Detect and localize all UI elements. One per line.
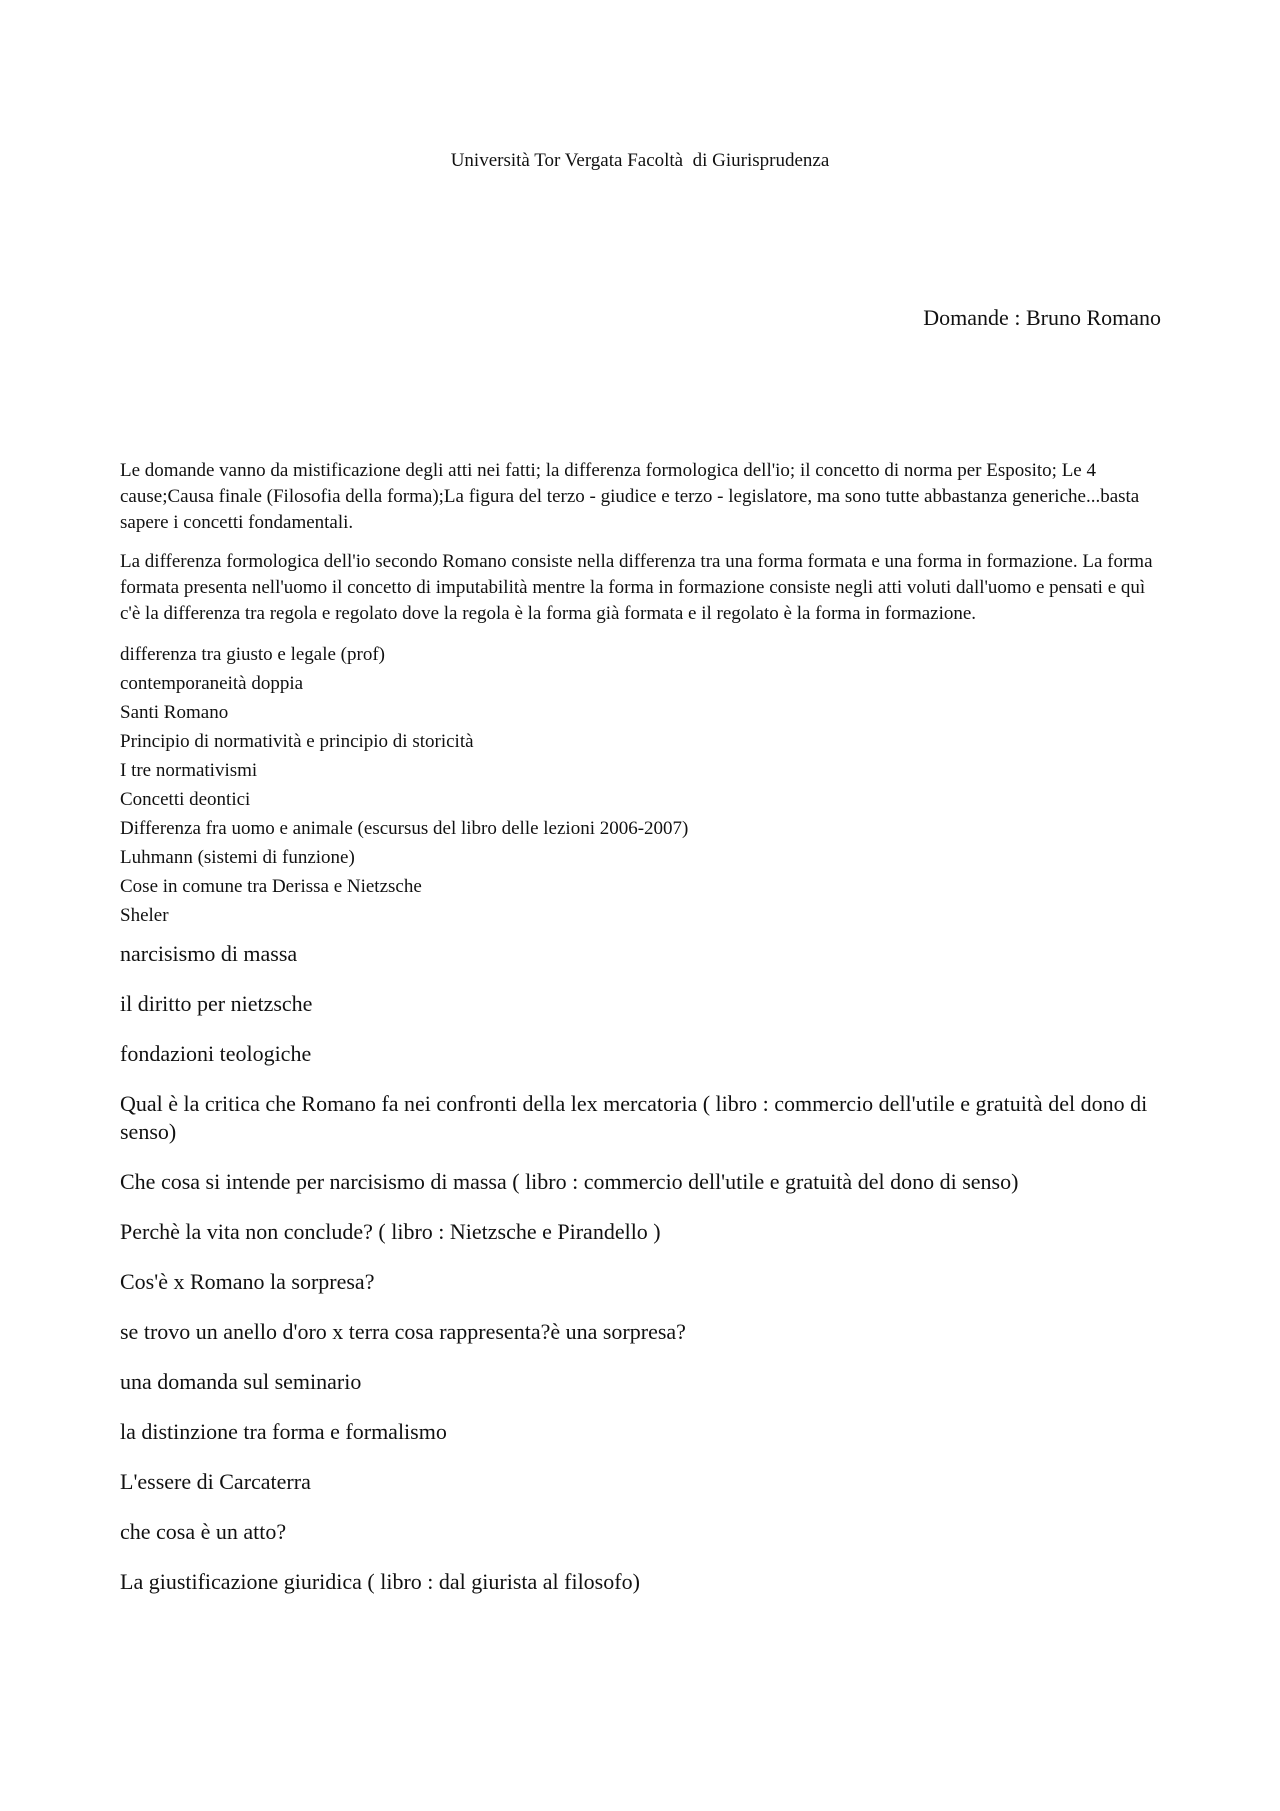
document-body: [120, 458, 1160, 1618]
list-item: Cose in comune tra Derissa e Nietzsche: [120, 876, 422, 897]
question-item: Cos'è x Romano la sorpresa?: [120, 1269, 375, 1294]
intro-paragraph: Le domande vanno da mistificazione degli atti nei fatti; la differenza formologica dell'io; il concetto di norma per Esposito; Le 4 cause;Causa finale (Filosofia della forma);La figura del terzo - giudice e terzo - legislatore, ma sono tutte abbastanza generiche...basta sapere i concetti fondamentali.: [120, 460, 1140, 533]
question-item: Che cosa si intende per narcisismo di massa ( libro : commercio dell'utile e gratuità del dono di senso): [120, 1169, 1019, 1194]
questions-list: [120, 940, 1160, 1596]
question-item: narcisismo di massa: [120, 941, 298, 966]
question-item: che cosa è un atto?: [120, 1519, 287, 1544]
list-item: contemporaneità doppia: [120, 673, 304, 694]
question-item: Perchè la vita non conclude? ( libro : Nietzsche e Pirandello ): [120, 1219, 661, 1244]
question-item: fondazioni teologiche: [120, 1041, 312, 1066]
document-title: Università Tor Vergata Facoltà di Giurisprudenza: [450, 150, 830, 171]
list-item: differenza tra giusto e legale (prof): [120, 644, 385, 665]
list-item: Concetti deontici: [120, 789, 251, 810]
list-item: Luhmann (sistemi di funzione): [120, 847, 355, 868]
question-item: La giustificazione giuridica ( libro : dal giurista al filosofo): [120, 1569, 640, 1594]
list-item: I tre normativismi: [120, 760, 258, 781]
list-item: Sheler: [120, 905, 169, 926]
document-subtitle: Domande : Bruno Romano: [923, 305, 1161, 330]
question-item: Qual è la critica che Romano fa nei confronti della lex mercatoria ( libro : commercio dell'utile e gratuità del dono di senso): [120, 1091, 1148, 1144]
list-item: Santi Romano: [120, 702, 229, 723]
question-item: una domanda sul seminario: [120, 1369, 362, 1394]
list-item: Differenza fra uomo e animale (escursus del libro delle lezioni 2006-2007): [120, 818, 689, 839]
topics-list: [120, 640, 1160, 930]
question-item: se trovo un anello d'oro x terra cosa rappresenta?è una sorpresa?: [120, 1319, 686, 1344]
intro-paragraph: La differenza formologica dell'io secondo Romano consiste nella differenza tra una forma formata e una forma in formazione. La forma formata presenta nell'uomo il concetto di imputabilità mentre la forma in formazione consiste negli atti voluti dall'uomo e pensati e quì c'è la differenza tra regola e regolato dove la regola è la forma già formata e il regolato è la forma in formazione.: [120, 551, 1153, 624]
question-item: il diritto per nietzsche: [120, 991, 313, 1016]
question-item: L'essere di Carcaterra: [120, 1469, 311, 1494]
question-item: la distinzione tra forma e formalismo: [120, 1419, 447, 1444]
list-item: Principio di normatività e principio di storicità: [120, 731, 474, 752]
